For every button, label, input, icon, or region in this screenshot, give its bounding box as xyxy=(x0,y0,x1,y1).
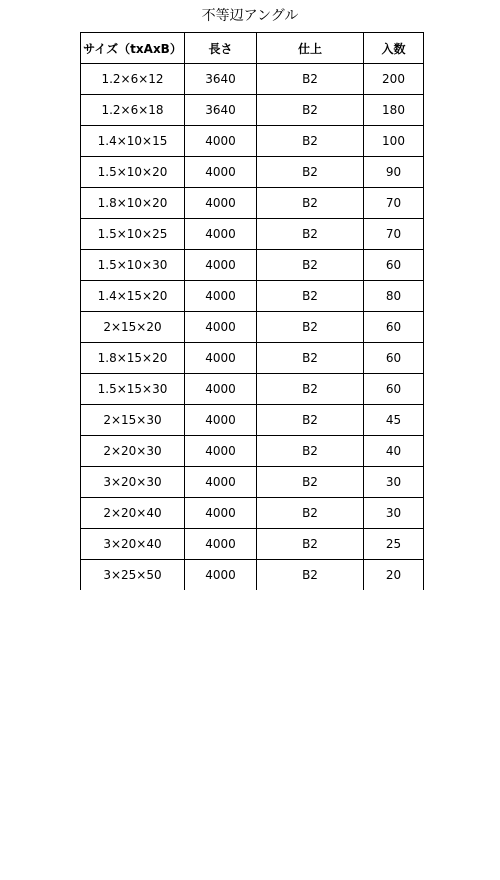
cell-finish: B2 xyxy=(257,64,364,95)
cell-length: 3640 xyxy=(185,95,257,126)
table-row xyxy=(81,157,424,188)
cell-finish: B2 xyxy=(257,250,364,281)
cell-finish: B2 xyxy=(257,219,364,250)
cell-quantity: 60 xyxy=(364,312,424,343)
cell-finish: B2 xyxy=(257,157,364,188)
cell-finish: B2 xyxy=(257,436,364,467)
table-row xyxy=(81,405,424,436)
cell-quantity: 80 xyxy=(364,281,424,312)
cell-length: 4000 xyxy=(185,126,257,157)
cell-length: 4000 xyxy=(185,498,257,529)
cell-size: 2×15×30 xyxy=(81,405,185,436)
cell-finish: B2 xyxy=(257,95,364,126)
cell-size: 2×20×40 xyxy=(81,498,185,529)
cell-quantity: 20 xyxy=(364,560,424,591)
header-finish: 仕上 xyxy=(257,33,364,64)
cell-size: 1.4×10×15 xyxy=(81,126,185,157)
cell-finish: B2 xyxy=(257,498,364,529)
table-row xyxy=(81,219,424,250)
table-row xyxy=(81,498,424,529)
table-row xyxy=(81,560,424,591)
cell-quantity: 70 xyxy=(364,188,424,219)
cell-length: 4000 xyxy=(185,343,257,374)
cell-size: 3×25×50 xyxy=(81,560,185,591)
cell-finish: B2 xyxy=(257,281,364,312)
cell-quantity: 30 xyxy=(364,467,424,498)
table-row xyxy=(81,64,424,95)
cell-length: 4000 xyxy=(185,374,257,405)
header-length: 長さ xyxy=(185,33,257,64)
table-row xyxy=(81,250,424,281)
cell-length: 3640 xyxy=(185,64,257,95)
cell-quantity: 60 xyxy=(364,250,424,281)
cell-quantity: 100 xyxy=(364,126,424,157)
cell-finish: B2 xyxy=(257,312,364,343)
cell-length: 4000 xyxy=(185,219,257,250)
cell-length: 4000 xyxy=(185,467,257,498)
cell-finish: B2 xyxy=(257,560,364,591)
table-row xyxy=(81,95,424,126)
cell-quantity: 90 xyxy=(364,157,424,188)
table-row xyxy=(81,529,424,560)
cell-size: 3×20×40 xyxy=(81,529,185,560)
cell-length: 4000 xyxy=(185,157,257,188)
table-row xyxy=(81,374,424,405)
cell-length: 4000 xyxy=(185,281,257,312)
cell-length: 4000 xyxy=(185,436,257,467)
cell-length: 4000 xyxy=(185,560,257,591)
cell-quantity: 70 xyxy=(364,219,424,250)
cell-size: 2×20×30 xyxy=(81,436,185,467)
cell-size: 1.2×6×18 xyxy=(81,95,185,126)
cell-finish: B2 xyxy=(257,188,364,219)
cell-quantity: 45 xyxy=(364,405,424,436)
cell-size: 1.2×6×12 xyxy=(81,64,185,95)
angle-spec-table xyxy=(80,32,424,590)
cell-length: 4000 xyxy=(185,529,257,560)
cell-size: 1.8×10×20 xyxy=(81,188,185,219)
cell-size: 1.8×15×20 xyxy=(81,343,185,374)
header-quantity: 入数 xyxy=(364,33,424,64)
cell-quantity: 25 xyxy=(364,529,424,560)
cell-finish: B2 xyxy=(257,467,364,498)
cell-quantity: 60 xyxy=(364,343,424,374)
cell-quantity: 40 xyxy=(364,436,424,467)
cell-length: 4000 xyxy=(185,312,257,343)
cell-size: 1.5×10×20 xyxy=(81,157,185,188)
table-row xyxy=(81,188,424,219)
cell-size: 2×15×20 xyxy=(81,312,185,343)
cell-length: 4000 xyxy=(185,405,257,436)
header-size: サイズ（txAxB） xyxy=(81,33,185,64)
table-row xyxy=(81,343,424,374)
table-row xyxy=(81,436,424,467)
cell-size: 1.5×10×30 xyxy=(81,250,185,281)
table-row xyxy=(81,281,424,312)
cell-size: 1.5×10×25 xyxy=(81,219,185,250)
table-row xyxy=(81,312,424,343)
cell-size: 1.5×15×30 xyxy=(81,374,185,405)
table-row xyxy=(81,126,424,157)
table-body xyxy=(81,64,424,591)
cell-length: 4000 xyxy=(185,250,257,281)
cell-quantity: 200 xyxy=(364,64,424,95)
cell-size: 1.4×15×20 xyxy=(81,281,185,312)
cell-finish: B2 xyxy=(257,343,364,374)
cell-finish: B2 xyxy=(257,374,364,405)
cell-quantity: 30 xyxy=(364,498,424,529)
cell-finish: B2 xyxy=(257,126,364,157)
cell-finish: B2 xyxy=(257,405,364,436)
page-title: 不等辺アングル xyxy=(201,8,299,24)
cell-size: 3×20×30 xyxy=(81,467,185,498)
cell-finish: B2 xyxy=(257,529,364,560)
table-header-row xyxy=(81,33,424,64)
cell-quantity: 60 xyxy=(364,374,424,405)
cell-quantity: 180 xyxy=(364,95,424,126)
table-row xyxy=(81,467,424,498)
cell-length: 4000 xyxy=(185,188,257,219)
